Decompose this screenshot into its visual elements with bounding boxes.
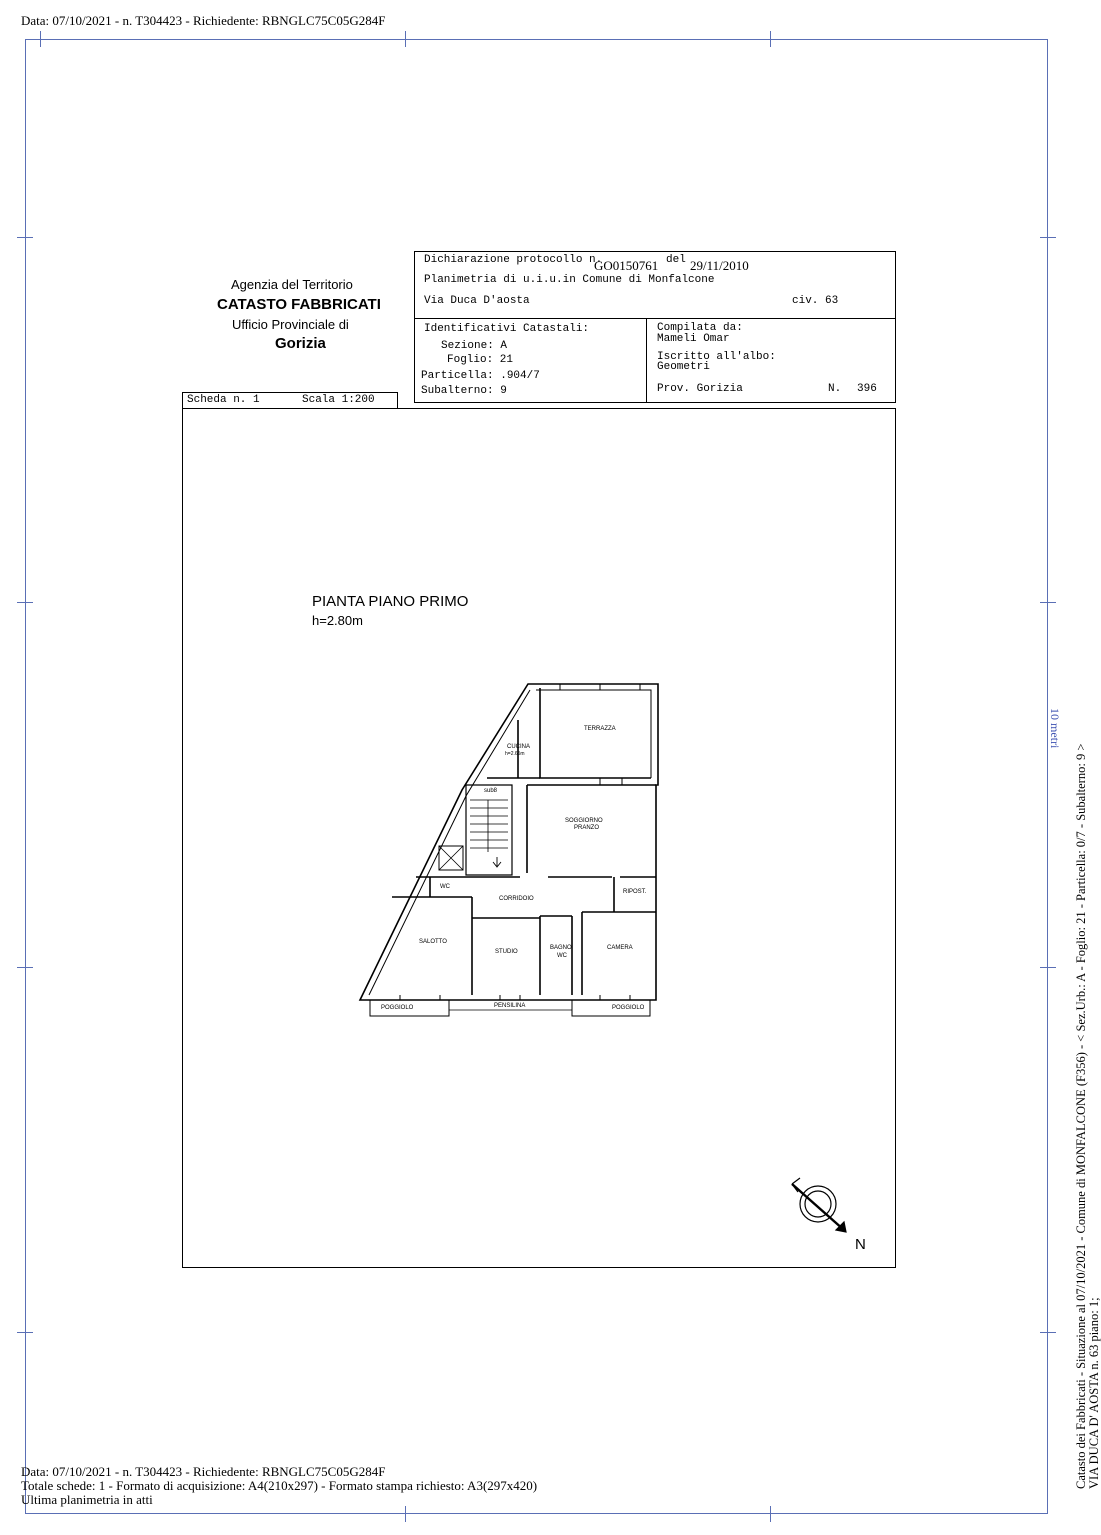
protocol-number: GO0150761 — [594, 258, 659, 273]
footer-line2: Totale schede: 1 - Formato di acquisizione: A4(210x297) - Formato stampa richiesto: A3(297x420) — [21, 1478, 538, 1493]
room-camera: CAMERA — [607, 945, 633, 951]
agency-line1: Agenzia del Territorio — [231, 277, 353, 292]
bagno-walls — [540, 916, 572, 995]
room-pranzo: PRANZO — [574, 825, 600, 831]
side-caption-line2: VIA DUCA D' AOSTA n. 63 piano: 1; — [1087, 1297, 1101, 1489]
room-terrazza: TERRAZZA — [584, 726, 616, 732]
room-corridoio: CORRIDOIO — [499, 896, 534, 902]
room-cucina: CUCINA — [507, 744, 531, 750]
agency-line2: CATASTO FABBRICATI — [217, 296, 381, 313]
room-subalt: sub8 — [484, 788, 498, 794]
sezione: Sezione: A — [441, 340, 508, 352]
agency-line4: Gorizia — [275, 335, 326, 352]
particella: Particella: .904/7 — [421, 370, 540, 382]
albo-value: Geometri — [657, 361, 710, 373]
room-salotto: SALOTTO — [419, 939, 447, 945]
plan-height: h=2.80m — [312, 613, 363, 628]
north-arrow-icon — [786, 1172, 856, 1242]
side-caption — [1075, 744, 1101, 1489]
civ-text: civ. 63 — [792, 295, 839, 307]
n-label: N. — [828, 383, 842, 395]
identifiers-title: Identificativi Catastali: — [424, 323, 590, 335]
room-bagno-wc: WC — [557, 953, 567, 959]
scheda-number: Scheda n. 1 — [187, 394, 260, 406]
albo-label: Iscritto all'albo: — [657, 351, 776, 363]
protocol-date: 29/11/2010 — [690, 258, 749, 273]
room-studio: STUDIO — [495, 949, 518, 955]
prov-text: Prov. Gorizia — [657, 383, 743, 395]
room-poggiolo-right: POGGIOLO — [612, 1005, 645, 1011]
scale-mark: 10 metri — [1048, 708, 1062, 749]
foglio: Foglio: 21 — [447, 354, 514, 366]
subalterno: Subalterno: 9 — [421, 385, 507, 397]
stair-steps — [470, 800, 508, 852]
footer-line1: Data: 07/10/2021 - n. T304423 - Richiedente: RBNGLC75C05G284F — [21, 1464, 386, 1479]
compiler-label: Compilata da: — [657, 322, 743, 334]
stair-core — [466, 785, 512, 875]
footer-line3: Ultima planimetria in atti — [21, 1492, 153, 1507]
room-bagno: BAGNO — [550, 945, 572, 951]
planimetria-text: Planimetria di u.i.u.in Comune di Monfalcone — [424, 274, 715, 286]
room-pensilina: PENSILINA — [494, 1003, 526, 1009]
address-text: Via Duca D'aosta — [424, 295, 530, 307]
header-line: Data: 07/10/2021 - n. T304423 - Richiedente: RBNGLC75C05G284F — [21, 13, 386, 28]
north-label: N — [855, 1236, 866, 1253]
n-value: 396 — [857, 383, 877, 395]
del-label: del — [666, 254, 686, 266]
protocol-label: Dichiarazione protocollo n. — [424, 254, 603, 266]
plan-title: PIANTA PIANO PRIMO — [312, 593, 469, 610]
compiler-name: Mameli Omar — [657, 333, 730, 345]
lift-cross — [439, 846, 463, 870]
room-soggiorno: SOGGIORNO — [565, 818, 603, 824]
agency-line3: Ufficio Provinciale di — [232, 317, 349, 332]
terrazza-walls — [540, 688, 651, 778]
stair-arrow — [493, 857, 501, 867]
room-wc: WC — [440, 884, 450, 890]
room-cucina-height: h=2.65m — [505, 751, 525, 757]
scheda-scale: Scala 1:200 — [302, 394, 375, 406]
room-ripost: RIPOST. — [623, 889, 647, 895]
room-poggiolo-left: POGGIOLO — [381, 1005, 414, 1011]
side-caption-line1: Catasto dei Fabbricati - Situazione al 07/10/2021 - Comune di MONFALCONE (F356) - < Sez.Urb.: A - Foglio: 21 - Particella: 0/7 - Subalterno: 9 > — [1074, 743, 1088, 1489]
